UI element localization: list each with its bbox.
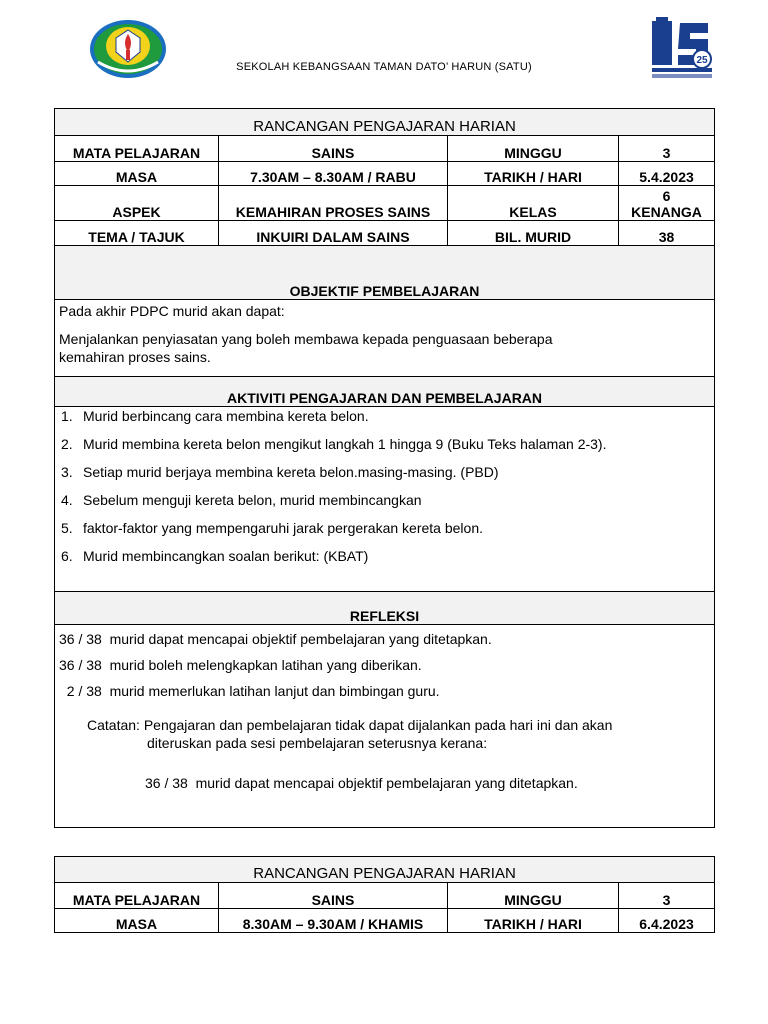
list-item bbox=[61, 435, 710, 463]
list-item bbox=[61, 463, 710, 491]
objektif-intro: Pada akhir PDPC murid akan dapat: bbox=[59, 303, 285, 319]
label-masa: MASA bbox=[55, 909, 219, 933]
value-mata-pelajaran: SAINS bbox=[219, 136, 448, 162]
table-row bbox=[55, 909, 715, 933]
aktiviti-heading: AKTIVITI PENGAJARAN DAN PEMBELAJARAN bbox=[55, 377, 715, 407]
value-minggu: 3 bbox=[619, 883, 715, 909]
value-mata-pelajaran: SAINS bbox=[219, 883, 448, 909]
list-item-text: Murid membincangkan soalan berikut: (KBAT) bbox=[83, 548, 369, 564]
label-aspek: ASPEK bbox=[55, 186, 219, 221]
rph-table-2 bbox=[54, 856, 715, 933]
list-item-number: 5. bbox=[61, 520, 73, 536]
objektif-content bbox=[55, 300, 715, 377]
refleksi-heading: REFLEKSI bbox=[55, 592, 715, 625]
refleksi-content bbox=[55, 625, 715, 828]
list-item-text: Murid berbincang cara membina kereta belon. bbox=[83, 408, 369, 424]
list-item-text: Sebelum menguji kereta belon, murid membincangkan bbox=[83, 492, 422, 508]
table-row bbox=[55, 136, 715, 162]
svg-text:25: 25 bbox=[696, 55, 708, 66]
catatan-result: 36 / 38 murid dapat mencapai objektif pembelajaran yang ditetapkan. bbox=[145, 775, 578, 791]
catatan-line-1: Catatan: Pengajaran dan pembelajaran tidak dapat dijalankan pada hari ini dan akan bbox=[87, 717, 613, 733]
label-tarikh-hari: TARIKH / HARI bbox=[448, 162, 619, 186]
label-minggu: MINGGU bbox=[448, 136, 619, 162]
refleksi-line-1: 36 / 38 murid dapat mencapai objektif pembelajaran yang ditetapkan. bbox=[59, 631, 492, 647]
rph2-title: RANCANGAN PENGAJARAN HARIAN bbox=[55, 857, 715, 883]
kelas-line-1: 6 bbox=[662, 188, 671, 204]
list-item bbox=[61, 407, 710, 435]
table-row bbox=[55, 162, 715, 186]
label-tema-tajuk: TEMA / TAJUK bbox=[55, 221, 219, 246]
list-item bbox=[61, 519, 710, 547]
label-mata-pelajaran: MATA PELAJARAN bbox=[55, 136, 219, 162]
list-item-text: Murid membina kereta belon mengikut langkah 1 hingga 9 (Buku Teks halaman 2-3). bbox=[83, 436, 607, 452]
refleksi-line-3: 2 / 38 murid memerlukan latihan lanjut dan bimbingan guru. bbox=[59, 683, 440, 699]
list-item-text: Setiap murid berjaya membina kereta belon.masing-masing. (PBD) bbox=[83, 464, 499, 480]
value-tarikh-hari: 6.4.2023 bbox=[619, 909, 715, 933]
value-kelas bbox=[619, 186, 715, 221]
list-item-number: 2. bbox=[61, 436, 73, 452]
label-minggu: MINGGU bbox=[448, 883, 619, 909]
list-item bbox=[61, 547, 710, 575]
list-item-number: 1. bbox=[61, 408, 73, 424]
value-masa: 7.30AM – 8.30AM / RABU bbox=[219, 162, 448, 186]
objektif-heading: OBJEKTIF PEMBELAJARAN bbox=[55, 246, 715, 300]
value-aspek: KEMAHIRAN PROSES SAINS bbox=[219, 186, 448, 221]
label-tarikh-hari: TARIKH / HARI bbox=[448, 909, 619, 933]
list-item-number: 4. bbox=[61, 492, 73, 508]
kelas-line-2: KENANGA bbox=[631, 204, 702, 220]
catatan-line-2: diteruskan pada sesi pembelajaran seterusnya kerana: bbox=[147, 735, 488, 751]
value-masa: 8.30AM – 9.30AM / KHAMIS bbox=[219, 909, 448, 933]
list-item-text: faktor-faktor yang mempengaruhi jarak pergerakan kereta belon. bbox=[83, 520, 483, 536]
refleksi-line-2: 36 / 38 murid boleh melengkapkan latihan yang diberikan. bbox=[59, 657, 422, 673]
label-bil-murid: BIL. MURID bbox=[448, 221, 619, 246]
table-row bbox=[55, 883, 715, 909]
list-item-number: 3. bbox=[61, 464, 73, 480]
list-item bbox=[61, 491, 710, 519]
value-tema-tajuk: INKUIRI DALAM SAINS bbox=[219, 221, 448, 246]
label-mata-pelajaran: MATA PELAJARAN bbox=[55, 883, 219, 909]
value-bil-murid: 38 bbox=[619, 221, 715, 246]
aktiviti-list bbox=[55, 407, 715, 592]
list-item-number: 6. bbox=[61, 548, 73, 564]
value-minggu: 3 bbox=[619, 136, 715, 162]
label-kelas: KELAS bbox=[448, 186, 619, 221]
objektif-text: Menjalankan penyiasatan yang boleh membawa kepada penguasaan beberapa kemahiran proses sains. bbox=[59, 331, 553, 365]
table-row bbox=[55, 186, 715, 221]
school-name: SEKOLAH KEBANGSAAN TAMAN DATO’ HARUN (SATU) bbox=[236, 61, 532, 73]
rph-table-1 bbox=[54, 108, 715, 828]
rph-title: RANCANGAN PENGAJARAN HARIAN bbox=[55, 109, 715, 136]
label-masa: MASA bbox=[55, 162, 219, 186]
value-tarikh-hari: 5.4.2023 bbox=[619, 162, 715, 186]
table-row bbox=[55, 221, 715, 246]
